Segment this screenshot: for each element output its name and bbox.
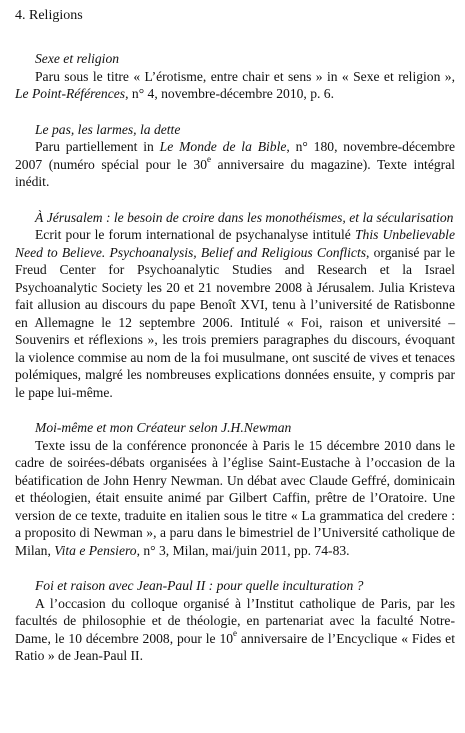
text-run: Paru partiellement in [35,139,160,154]
entry-body [15,595,455,665]
italic-title: Vita e Pensiero [54,542,137,558]
text-run: , organisé par le Freud Center for Psychoanalytic Studies and Research et la Israel Psychoanalytic Society les 20 et 21 novembre 2008 à Jérusalem. Julia Kristeva fait allusion au discours du pape Benoît XVI, tenu à l’université de Ratisbonne en Allemagne le 12 septembre 2006. Intitulé « Foi, raison et université – Souvenirs et réflexions », les trois premiers paragraphes du discours, évoquant la violence commise au nom de la foi musulmane, ont suscité de vives et tenaces polémiques, malgré les nombreuses explications données ensuite, y compris par le pape lui-même. [15,244,455,400]
entry-body [15,226,455,401]
text-run: Paru sous le titre « L’érotisme, entre chair et sens » in « Sexe et religion », [35,68,455,84]
text-run: anniversaire du magazine). Texte intégral inédit. [15,156,456,189]
text-run: anniversaire de l’Encyclique « Fides et Ratio » de Jean-Paul II. [15,630,455,663]
section-title: 4. Religions [15,8,83,23]
entry [15,121,455,191]
text-run: A l’occasion du colloque organisé à l’Institut catholique de Paris, par les facultés de philosophie et de théologie, en partenariat avec la faculté Notre-Dame, le 10 décembre 2008, pour le 10 [15,595,455,646]
text-run: , n° 3, Milan, mai/juin 2011, pp. 74-83. [136,542,350,558]
entry-title: Sexe et religion [35,51,120,66]
text-run: , n° 4, novembre-décembre 2010, p. 6. [125,86,334,101]
text-run: Ecrit pour le forum international de psychanalyse intitulé [35,227,355,242]
entry [15,577,455,665]
text-run: Texte issu de la conférence prononcée à Paris le 15 décembre 2010 dans le cadre de soirées-débats organisées à l’église Saint-Eustache à l’occasion de la béatification de John Henry Newman. Un débat avec Claude Geffré, dominicain et théologien, était ensuite animé par Gilbert Caffin, prêtre de l’Oratoire. Une version de ce texte, traduite en italien sous le titre « La grammatica del credere : a proposito di Newman », a paru dans le bimestriel de l’Université catholique de Milan, [15,437,455,558]
text-run: , n° 180, novembre-décembre 2007 (numéro spécial pour le 30 [15,139,456,172]
italic-title: This Unbelievable Need to Believe. Psychoanalysis, Belief and Religious Conflicts [15,227,455,260]
entry-body [15,437,455,560]
superscript: e [207,153,212,164]
entry-title: Foi et raison avec Jean-Paul II : pour quelle inculturation ? [35,578,364,593]
entries-list [15,50,455,665]
italic-title: Le Monde de la Bible [159,139,287,154]
entry-title: Moi-même et mon Créateur selon J.H.Newman [35,420,292,435]
entry-title: À Jérusalem : le besoin de croire dans les monothéismes, et la sécularisation [35,209,454,225]
italic-title: Le Point-Références [15,86,126,101]
entry [15,419,455,559]
entry [15,209,455,402]
entry-title: Le pas, les larmes, la dette [35,121,181,137]
superscript: e [233,627,238,638]
entry [15,50,455,103]
entry-body [15,138,455,191]
entry-body [15,68,455,103]
